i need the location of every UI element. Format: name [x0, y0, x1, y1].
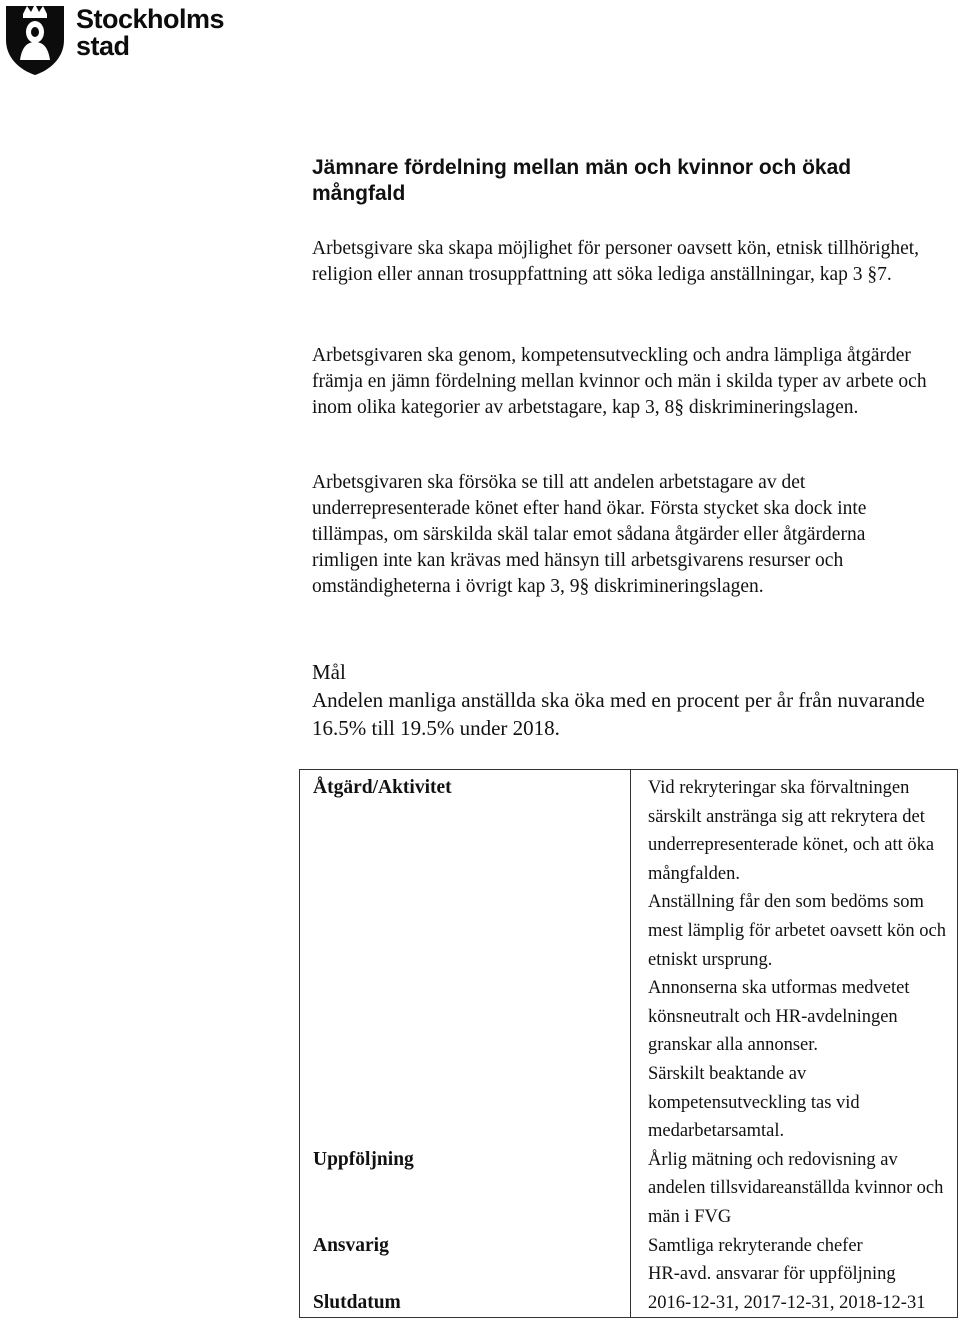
logo-line-1: Stockholms [76, 4, 225, 34]
row-value-atgard [631, 770, 958, 1146]
paragraph-3: Arbetsgivaren ska försöka se till att andelen arbetstagare av det underrepresenterade könet efter hand ökar. Första stycket ska dock inte tillämpas, om särskilda skäl talar emot sådana åtgärder eller åtgärderna rimligen inte kan krävas med hänsyn till arbetsgivarens resurser och omständigheterna i övrigt kap 3, 9§ diskrimineringslagen. [312, 472, 867, 597]
row-label-ansvarig: Ansvarig [300, 1232, 631, 1289]
row-label-uppfoljning: Uppföljning [300, 1146, 631, 1232]
section-heading: Jämnare fördelning mellan män och kvinnor och ökad mångfald [312, 156, 852, 205]
logo-line-2: stad [76, 31, 130, 61]
atgard-line-2: Anställning får den som bedöms som mest lämplig för arbetet oavsett kön och etniskt ursprung. [648, 892, 946, 970]
table-row [300, 770, 958, 1146]
atgard-line-4: Särskilt beaktande av kompetensutveckling tas vid medarbetarsamtal. [648, 1063, 860, 1142]
row-label-slutdatum: Slutdatum [300, 1289, 631, 1318]
ansvarig-line-2: HR-avd. ansvarar för uppföljning [648, 1264, 896, 1285]
paragraph-1: Arbetsgivare ska skapa möjlighet för personer oavsett kön, etnisk tillhörighet, religion eller annan trosuppfattning att söka lediga anställningar, kap 3 §7. [312, 238, 920, 285]
row-value-uppfoljning [631, 1146, 958, 1232]
goal-label: Mål [312, 660, 346, 684]
atgard-line-1: Vid rekryteringar ska förvaltningen särskilt anstränga sig att rekrytera det underrepresenterade könet, och att öka mångfalden. [648, 778, 935, 884]
city-crest-icon [2, 0, 68, 76]
goal-text: Andelen manliga anställda ska öka med en procent per år från nuvarande 16.5% till 19.5% under 2018. [312, 688, 925, 740]
table-row [300, 1146, 958, 1232]
action-plan-table [299, 769, 958, 1318]
atgard-line-3: Annonserna ska utformas medvetet könsneutralt och HR-avdelningen granskar alla annonser. [648, 978, 910, 1056]
ansvarig-line-1: Samtliga rekryterande chefer [648, 1235, 863, 1256]
table-row [300, 1289, 958, 1318]
table-row [300, 1232, 958, 1289]
row-value-ansvarig [631, 1232, 958, 1289]
uppfoljning-line-1: Årlig mätning och redovisning av andelen tillsvidareanställda kvinnor och män i FVG [648, 1149, 944, 1227]
row-label-atgard: Åtgärd/Aktivitet [300, 770, 631, 1146]
stockholms-stad-logo [0, 0, 230, 80]
row-value-slutdatum [631, 1289, 958, 1318]
slutdatum-line-1: 2016-12-31, 2017-12-31, 2018-12-31 [648, 1292, 926, 1313]
paragraph-2: Arbetsgivaren ska genom, kompetensutveckling och andra lämpliga åtgärder främja en jämn fördelning mellan kvinnor och män i skilda typer av arbete och inom olika kategorier av arbetstagare, kap 3, 8§ diskrimineringslagen. [312, 345, 927, 418]
